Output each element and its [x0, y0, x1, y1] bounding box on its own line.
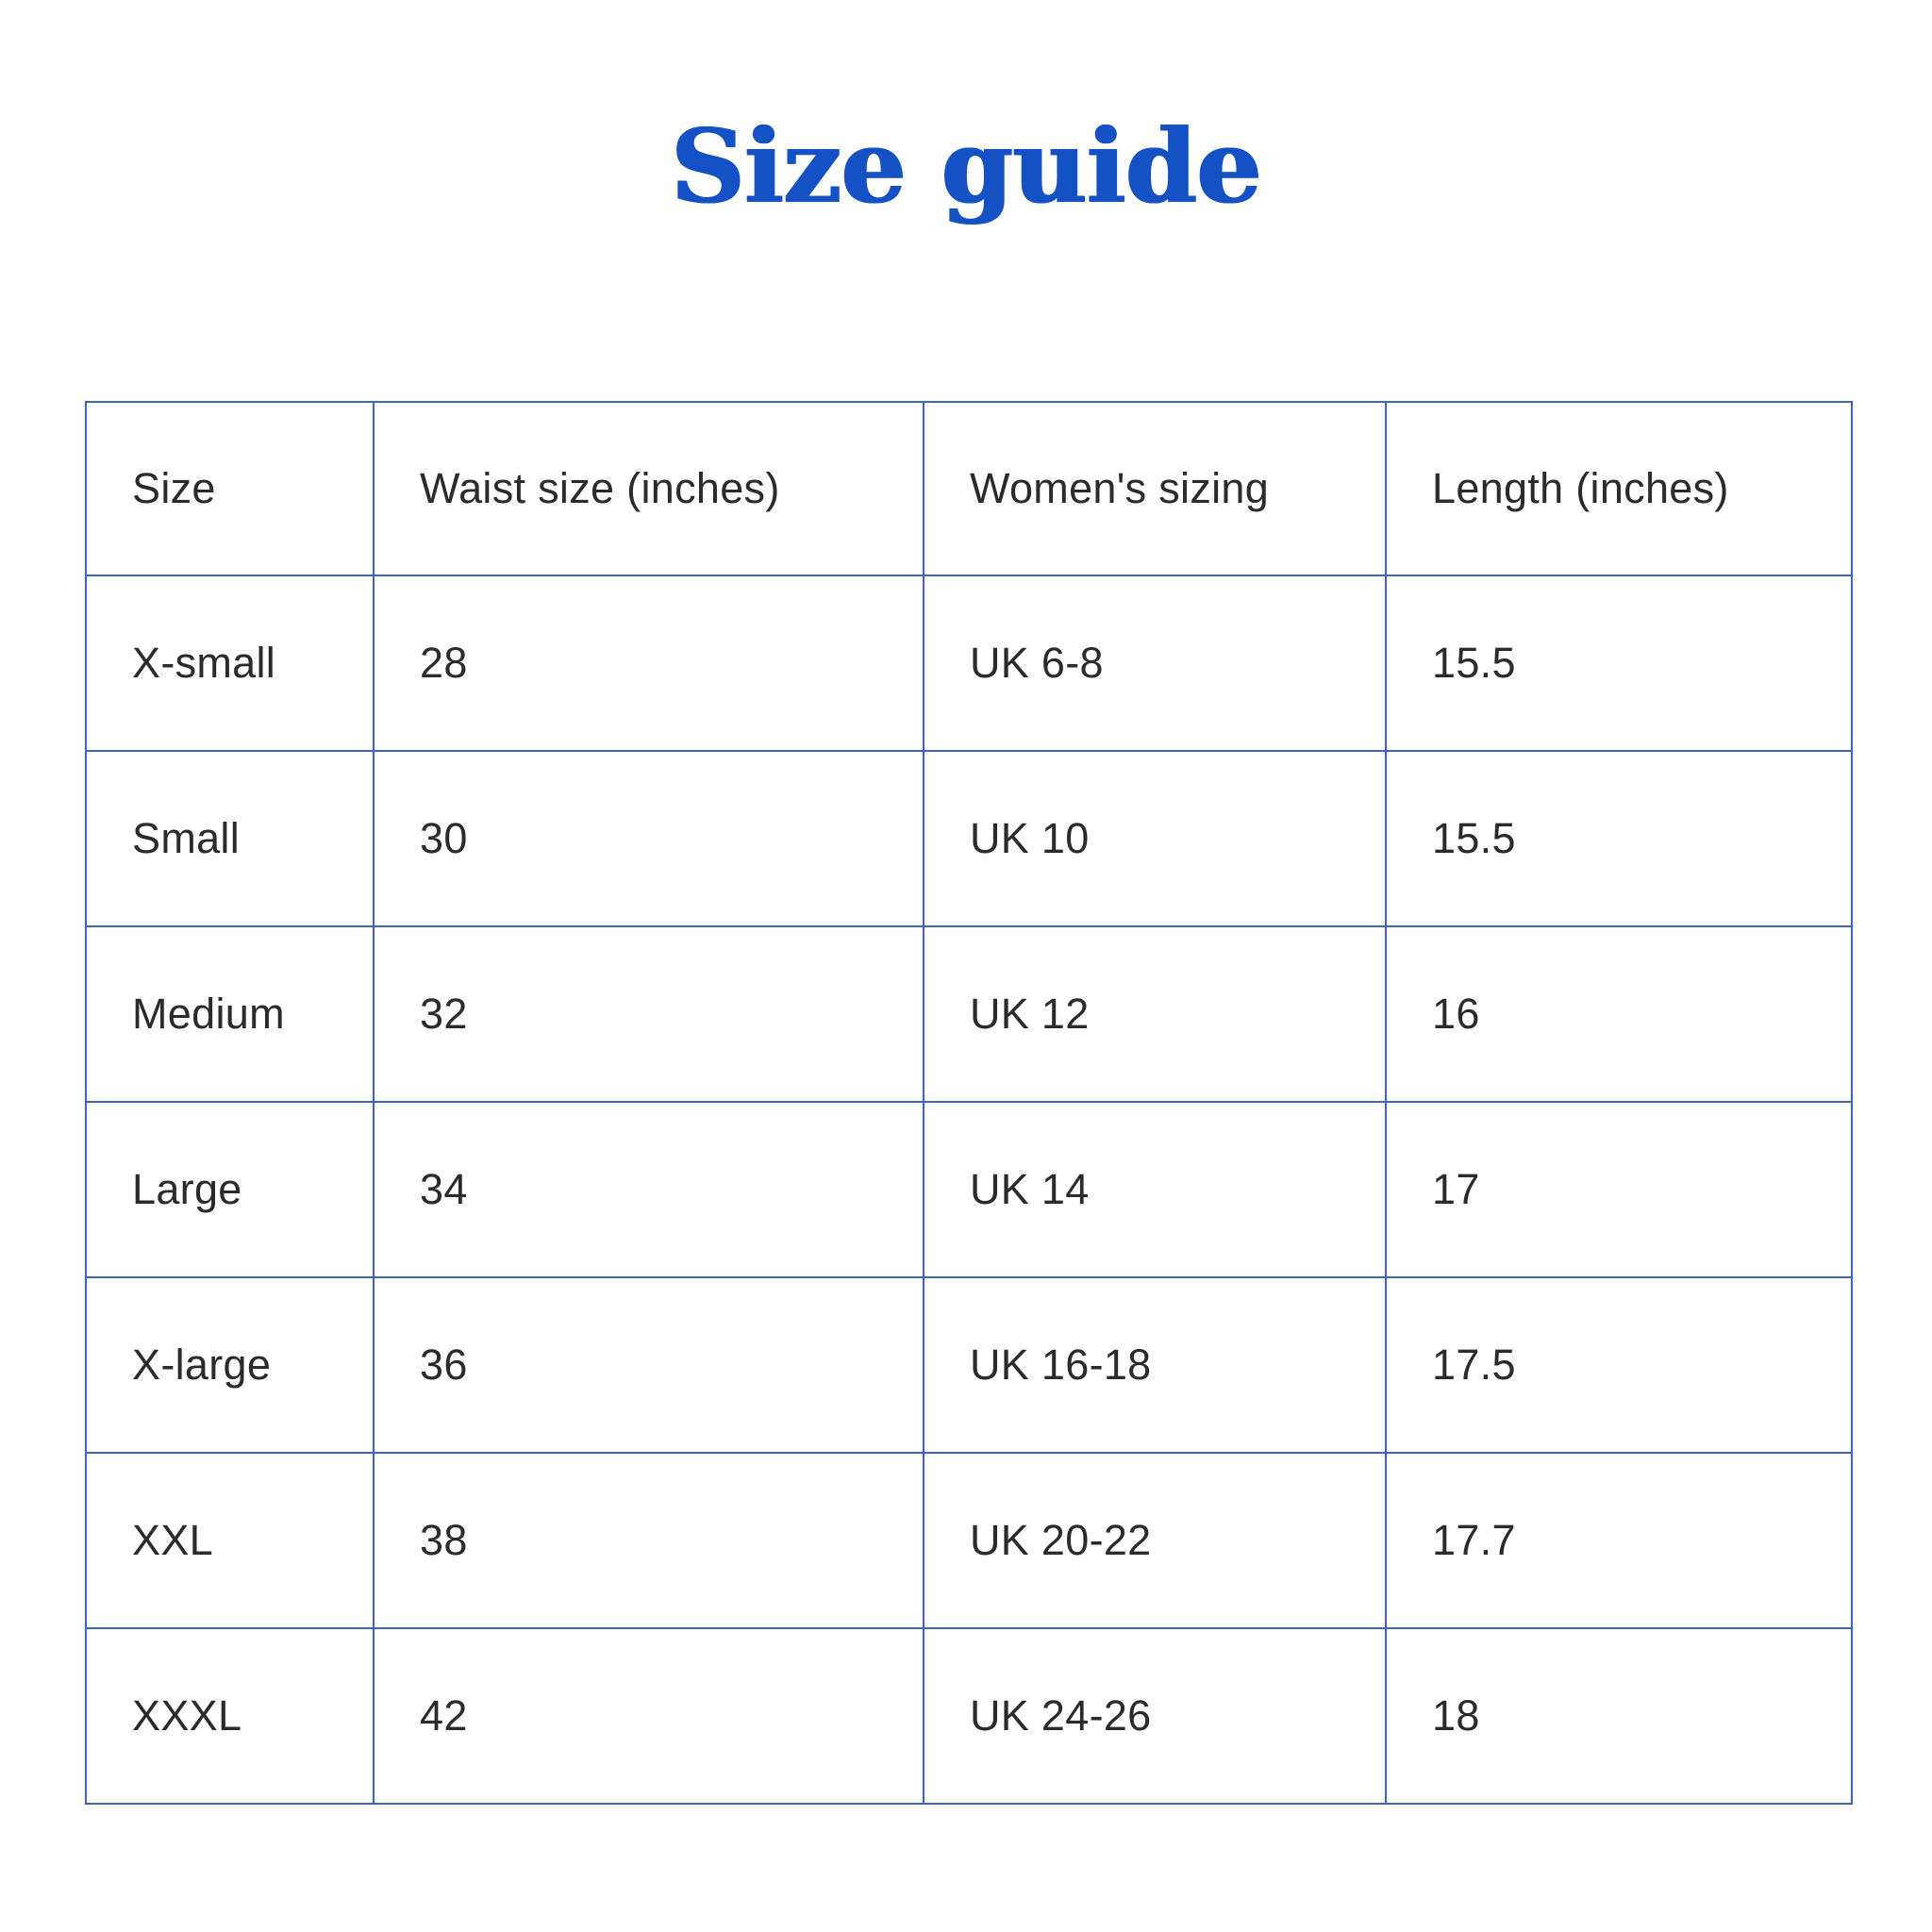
size-guide-table — [85, 401, 1853, 1805]
table-row — [86, 1628, 1852, 1804]
cell-size: XXL — [86, 1453, 374, 1628]
cell-waist: 28 — [374, 575, 924, 751]
table-body — [86, 575, 1852, 1804]
cell-length: 17 — [1386, 1102, 1852, 1277]
cell-length: 17.5 — [1386, 1277, 1852, 1453]
page-title: Size guide — [671, 108, 1261, 226]
cell-waist: 36 — [374, 1277, 924, 1453]
column-header-size: Size — [86, 402, 374, 575]
cell-waist: 34 — [374, 1102, 924, 1277]
table-row — [86, 575, 1852, 751]
cell-size: Medium — [86, 926, 374, 1102]
cell-waist: 42 — [374, 1628, 924, 1804]
table-row — [86, 926, 1852, 1102]
cell-size: X-large — [86, 1277, 374, 1453]
table-header — [86, 402, 1852, 575]
cell-size: Small — [86, 751, 374, 926]
column-header-length: Length (inches) — [1386, 402, 1852, 575]
cell-size: X-small — [86, 575, 374, 751]
cell-waist: 30 — [374, 751, 924, 926]
cell-waist: 32 — [374, 926, 924, 1102]
column-header-womens-sizing: Women's sizing — [924, 402, 1386, 575]
cell-womens: UK 12 — [924, 926, 1386, 1102]
cell-size: Large — [86, 1102, 374, 1277]
cell-length: 17.7 — [1386, 1453, 1852, 1628]
cell-length: 16 — [1386, 926, 1852, 1102]
cell-womens: UK 16-18 — [924, 1277, 1386, 1453]
cell-waist: 38 — [374, 1453, 924, 1628]
table-row — [86, 1277, 1852, 1453]
cell-womens: UK 6-8 — [924, 575, 1386, 751]
table-header-row — [86, 402, 1852, 575]
cell-womens: UK 24-26 — [924, 1628, 1386, 1804]
column-header-waist-size: Waist size (inches) — [374, 402, 924, 575]
cell-length: 18 — [1386, 1628, 1852, 1804]
table-row — [86, 751, 1852, 926]
cell-womens: UK 20-22 — [924, 1453, 1386, 1628]
table-row — [86, 1453, 1852, 1628]
cell-womens: UK 10 — [924, 751, 1386, 926]
table-row — [86, 1102, 1852, 1277]
cell-length: 15.5 — [1386, 575, 1852, 751]
cell-size: XXXL — [86, 1628, 374, 1804]
cell-length: 15.5 — [1386, 751, 1852, 926]
cell-womens: UK 14 — [924, 1102, 1386, 1277]
size-table-container — [85, 401, 1851, 1805]
